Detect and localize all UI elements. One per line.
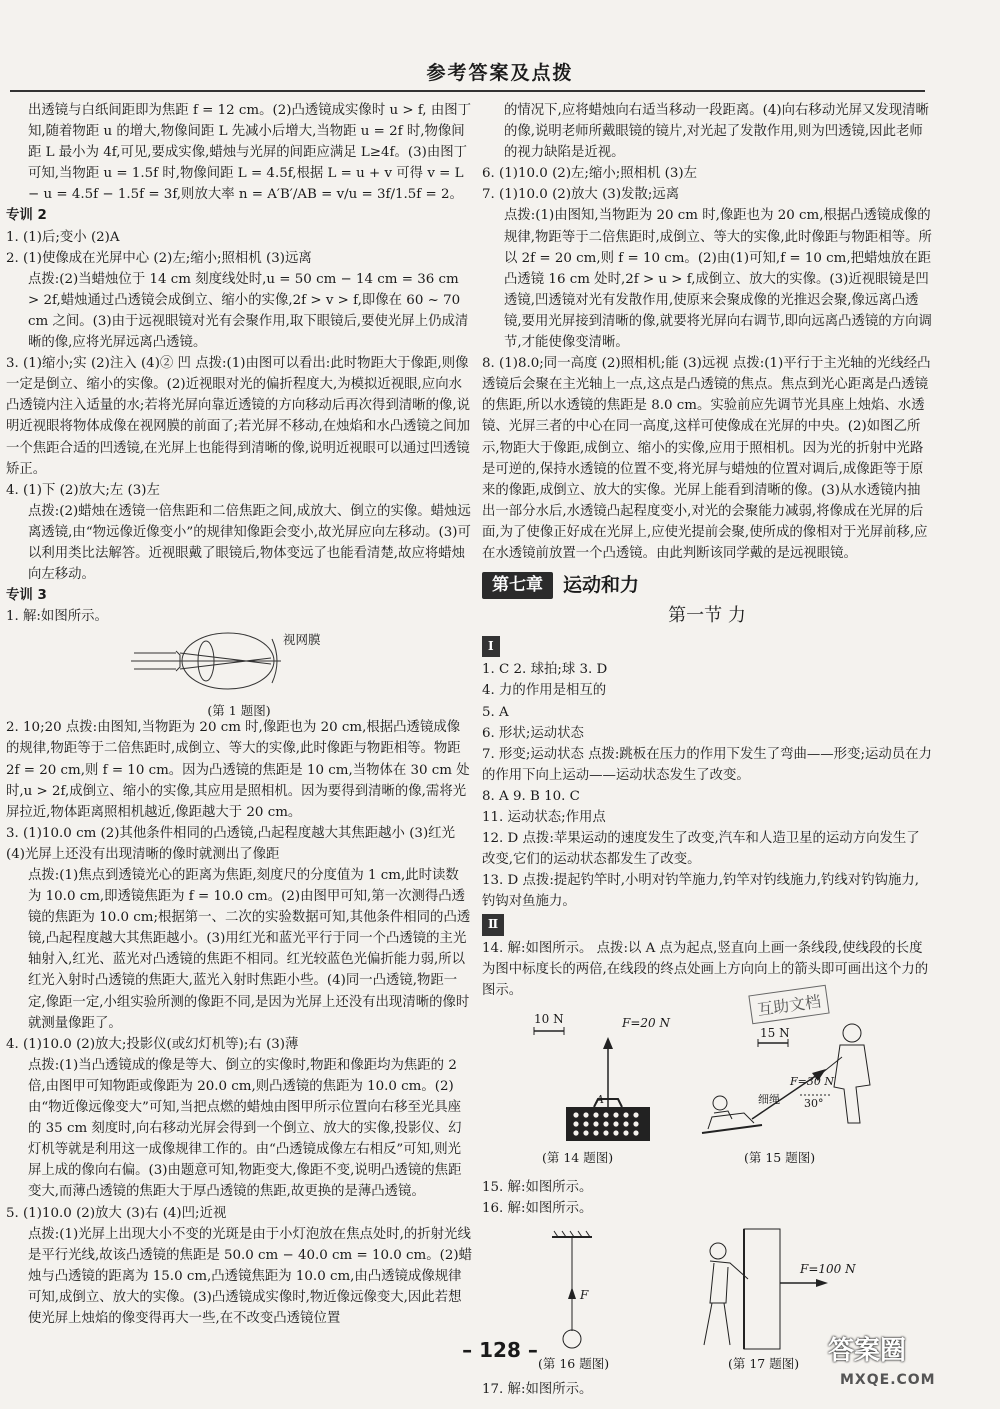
rope-label: 细绳 xyxy=(758,1092,780,1106)
answer: 2. (1)使像成在光屏中心 (2)左;缩小;照相机 (3)远离 xyxy=(6,250,312,266)
answer: 4. (1)下 (2)放大;左 (3)左 xyxy=(6,482,160,498)
answer: 17. 解:如图所示。 xyxy=(482,1382,593,1398)
scale-label: 15 N xyxy=(760,1025,790,1040)
section-label: 专训 3 xyxy=(6,588,47,604)
answer: 3. (1)10.0 cm (2)其他条件相同的凸透镜,凸起程度越大其焦距越小 (3)红光 (4)光屏上还没有出现清晰的像时就测出了像距 xyxy=(6,825,455,862)
answer: 4. (1)10.0 (2)放大;投影仪(或幻灯机等);右 (3)薄 xyxy=(6,1036,299,1052)
answer: 1. (1)后;变小 (2)A xyxy=(6,229,120,245)
force-label: F=30 N xyxy=(790,1074,834,1088)
para: 的情况下,应将蜡烛向右适当移动一段距离。(4)向右移动光屏又发现清晰的像,说明老师所戴眼镜的镜片,对光起了发散作用,则为凹透镜,因此老师的视力缺陷是近视。 xyxy=(504,103,929,161)
level-badge: Ⅱ xyxy=(482,914,504,935)
figure-caption: (第 1 题图) xyxy=(207,703,271,719)
answer: 11. 运动状态;作用点 xyxy=(482,810,606,825)
watermark-site: MXQE.COM xyxy=(840,1372,936,1388)
section-label: 专训 2 xyxy=(6,208,47,224)
watermark-text: 互助文档 xyxy=(748,985,829,1025)
hint: 点拨:(1)光屏上出现大小不变的光斑是由于小灯泡放在焦点处时,的折射光线是平行光线,故该凸透镜的焦距是 50.0 cm − 40.0 cm = 10.0 cm。(2)蜡烛与凸透镜的距离为 15.0 cm,凸透镜焦距为 10.0 cm,由凸透镜成像规律可知,成倒立、放大的实像。(3)凸透镜成实像时,物近像远像变大,因此若想使光屏上烛焰的像变得再大一些,在不改变凸透镜位置 xyxy=(28,1226,473,1326)
answer: 14. 解:如图所示。 点拨:以 A 点为起点,竖直向上画一条线段,使线段的长度为图中标度长的两倍,在线段的终点处画上方向向上的箭头即可画出这个力的图示。 xyxy=(482,940,929,998)
left-column xyxy=(6,100,472,1329)
page-number: – 128 – xyxy=(462,1338,538,1362)
hint: 点拨:(2)蜡烛在透镜一倍焦距和二倍焦距之间,成放大、倒立的实像。蜡烛远离透镜,由“物远像近像变小”的规律知像距会变小,故光屏应向左移动。(3)可以利用类比法解答。近视眼戴了眼镜后,物体变远了也能看清楚,故应将蜡烛向左移动。 xyxy=(28,503,471,583)
answer: 8. A 9. B 10. C xyxy=(482,788,580,804)
eye-diagram xyxy=(6,631,472,693)
answer: 16. 解:如图所示。 xyxy=(482,1200,593,1216)
answer: 4. 力的作用是相互的 xyxy=(482,683,607,699)
para: 出透镜与白纸间距即为焦距 f = 12 cm。(2)凸透镜成实像时 u > f, 由图丁知,随着物距 u 的增大,物像间距 L 先减小后增大,当物距 u = 2f 时,物像间距 L 最小为 4f,可见,要成实像,蜡烛与光屏的间距应满足 L≥4f。(3)由图丁可知,当物距 u = 1.5f 时,物像间距 L = 4.5f,根据 L = u + v 可得 v = L − u = 4.5f − 1.5f = 3f,则放大率 n = A′B′/AB = v/u = 3f/1.5f = 2。 xyxy=(28,103,471,203)
answer: 7. 形变;运动状态 点拨:跳板在压力的作用下发生了弯曲——形变;运动员在力的作用下向上运动——运动状态发生了改变。 xyxy=(482,746,932,783)
answer: 1. C 2. 球拍;球 3. D xyxy=(482,662,608,678)
header-rule xyxy=(10,90,925,92)
section-title: 第一节 力 xyxy=(668,605,746,627)
figure-caption: (第 16 题图) xyxy=(538,1356,610,1372)
chapter-heading xyxy=(482,572,932,599)
page-header: 参考答案及点拨 xyxy=(426,62,574,84)
answer: 3. (1)缩小;实 (2)注入 (4)② 凹 点拨:(1)由图可以看出:此时物距大于像距,则像一定是倒立、缩小的实像。(2)近视眼对光的偏折程度大,为模拟近视眼,应向水凸透镜内注入适量的水;若将光屏向靠近透镜的方向移动后再次得到清晰的像,说明近视眼将物体成像在视网膜的前面了;若光屏不移动,在烛焰和水凸透镜之间加一个焦距合适的凹透镜,在光屏上也能得到清晰的像,说明近视眼可以通过凹透镜矫正。 xyxy=(6,356,471,477)
right-column xyxy=(482,100,932,1400)
force-label: F xyxy=(580,1288,589,1303)
point-a-label: A xyxy=(596,1092,604,1106)
figures-14-15 xyxy=(482,1005,932,1173)
hint: 点拨:(2)当蜡烛位于 14 cm 刻度线处时,u = 50 cm − 14 cm = 36 cm > 2f,蜡烛通过凸透镜会成倒立、缩小的实像,2f > v > f,即像在 60 ~ 70 cm 之间。(3)由于远视眼镜对光有会聚作用,取下眼镜后,要使光屏上仍成清晰的像,应将光屏远离凸透镜。 xyxy=(28,271,469,351)
answer: 6. 形状;运动状态 xyxy=(482,725,584,741)
force-label: F=20 N xyxy=(622,1015,670,1030)
hint: 点拨:(1)当凸透镜成的像是等大、倒立的实像时,物距和像距均为焦距的 2 倍,由图甲可知物距或像距为 20.0 cm,则凸透镜的焦距为 10.0 cm。(2)由“物近像远像变大”可知,当把点燃的蜡烛由图甲所示位置向右移至光具座的 35 cm 刻度时,向右移动光屏会得到一个倒立、放大的实像,投影仪、幻灯机等就是利用这一成像规律工作的。由“凸透镜成像左右相反”可知,则光屏上成的像向右偏。(3)由题意可知,物距变大,像距不变,说明凸透镜的焦距变大,而薄凸透镜的焦距大于厚凸透镜的焦距,故更换的是薄凸透镜。 xyxy=(28,1057,462,1200)
figure-caption: (第 15 题图) xyxy=(744,1149,816,1165)
force-label: F=100 N xyxy=(800,1262,856,1277)
answer: 1. 解:如图所示。 xyxy=(6,609,108,625)
figure-caption: (第 17 题图) xyxy=(728,1356,800,1372)
answer: 5. (1)10.0 (2)放大 (3)右 (4)凹;近视 xyxy=(6,1205,227,1221)
figure-eye xyxy=(6,631,472,719)
answer: 2. 10;20 点拨:由图知,当物距为 20 cm 时,像距也为 20 cm,根据凸透镜成像的规律,物距等于二倍焦距时,成倒立、等大的实像,此时像距与物距相等。物距 2f = 20 cm,则 f = 10 cm。因为凸透镜的焦距是 10 cm,当物体在 30 cm 处时,u > 2f,成倒立、缩小的实像,其应用是照相机。因为要得到清晰的像,需将光屏拉近,物体距离照相机越近,像距越大于 20 cm。 xyxy=(6,720,470,820)
answer: 5. A xyxy=(482,704,509,720)
answer: 8. (1)8.0;同一高度 (2)照相机;能 (3)远视 点拨:(1)平行于主光轴的光线经凸透镜后会聚在主光轴上一点,这点是凸透镜的焦点。焦点到光心距离是凸透镜的焦距,所以水透镜的焦距是 8.0 cm。实验前应先调节光具座上烛焰、水透镜、光屏三者的中心在同一高度,这样可使像成在光屏的中央。(2)如图乙所示,物距大于像距,成倒立、缩小的实像,应用于照相机。因为光的折射中光路是可逆的,保持水透镜的位置不变,将光屏与蜡烛的位置对调后,成像距等于原来的像距,成倒立、放大的实像。光屏上能看到清晰的像。(3)从水透镜内抽出一部分水后,水透镜凸起程度变小,对光的会聚能力减弱,将像成在光屏的后面,为了使像正好成在光屏上,应使光提前会聚,使所成的像相对于光屏前移,应在水透镜前放置一个凸透镜。由此判断该同学戴的是远视眼镜。 xyxy=(482,356,931,561)
answer: 15. 解:如图所示。 xyxy=(482,1179,593,1195)
watermark-logo: 答案圈 xyxy=(828,1336,907,1366)
figure-caption: (第 14 题图) xyxy=(542,1149,614,1165)
scale-label: 10 N xyxy=(534,1011,564,1026)
level-badge: Ⅰ xyxy=(482,636,500,657)
chapter-number: 第七章 xyxy=(482,572,553,599)
angle-label: 30° xyxy=(804,1096,824,1110)
hint: 点拨:(1)由图知,当物距为 20 cm 时,像距也为 20 cm,根据凸透镜成像的规律,物距等于二倍焦距时,成倒立、等大的实像,此时像距与物距相等。所以 2f = 20 cm,则 f = 10 cm。(2)由(1)可知,f = 10 cm,把蜡烛放在距凸透镜 16 cm 处时,2f > u > f,成倒立、放大的实像。(3)近视眼镜是凹透镜,凹透镜对光有发散作用,使原来会聚成像的光推迟会聚,像远离凸透镜,要用光屏接到清晰的像,就要将光屏向右调节,即向远离凸透镜的方向调节,才能使像变清晰。 xyxy=(504,208,932,351)
answer: 12. D 点拨:苹果运动的速度发生了改变,汽车和人造卫星的运动方向发生了改变,它们的运动状态都发生了改变。 xyxy=(482,831,920,868)
retina-label: 视网膜 xyxy=(283,632,321,648)
answer: 7. (1)10.0 (2)放大 (3)发散;远离 xyxy=(482,187,680,203)
answer: 6. (1)10.0 (2)左;缩小;照相机 (3)左 xyxy=(482,166,698,182)
chapter-title: 运动和力 xyxy=(563,574,640,597)
hint: 点拨:(1)焦点到透镜光心的距离为焦距,刻度尺的分度值为 1 cm,此时读数为 10.0 cm,即透镜焦距为 f = 10.0 cm。(2)由图甲可知,第一次测得凸透镜的焦距为 10.0 cm;根据第一、二次的实验数据可知,其他条件相同的凸透镜,凸起程度越大其焦距越小。(3)用红光和蓝光平行于同一个凸透镜的主光轴射入,红光、蓝光对凸透镜的焦距不相同。红光较蓝色光偏折能力弱,所以红光入射时凸透镜的焦距大,蓝光入射时焦距小些。(4)同一凸透镜,物距一定,像距一定,小组实验所测的像距不同,是因为光屏上还没有出现清晰的像时就测量像距了。 xyxy=(28,868,471,1031)
answer: 13. D 点拨:提起钓竿时,小明对钓竿施力,钓竿对钓线施力,钓线对钓钩施力,钓钩对鱼施力。 xyxy=(482,873,920,910)
